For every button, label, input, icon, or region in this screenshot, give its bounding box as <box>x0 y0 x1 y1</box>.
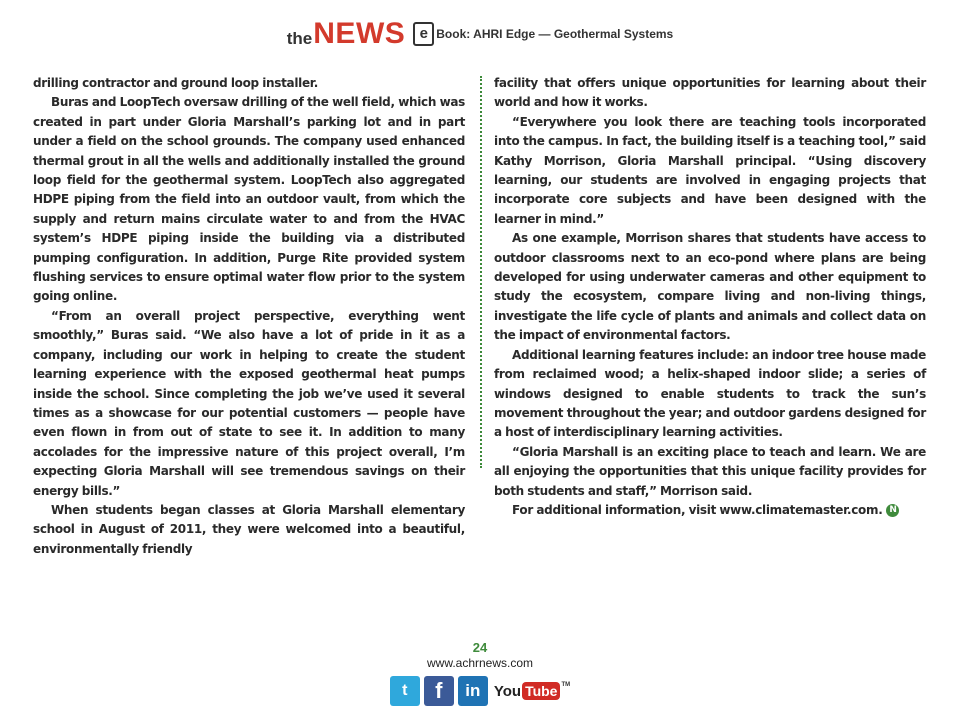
page-footer <box>0 640 960 706</box>
facebook-icon[interactable]: f <box>424 676 454 706</box>
column-divider <box>480 76 482 468</box>
page-number: 24 <box>472 640 488 655</box>
paragraph: As one example, Morrison shares that students have access to outdoor classrooms next to an eco-pond where plans are being developed for using underwater cameras and other equipment to study the ecosystem, compare living and non-living things, investigate the life cycle of plants and animals and collect data on the impact of environmental factors. <box>494 231 926 343</box>
youtube-tm-text: TM <box>561 682 571 688</box>
right-column <box>494 74 926 520</box>
paragraph-last <box>494 501 926 520</box>
youtube-tube-text: Tube <box>522 682 560 700</box>
ebook-title: Book: AHRI Edge — Geothermal Systems <box>436 27 674 41</box>
news-end-mark-icon: N <box>886 504 899 517</box>
youtube-you-text: You <box>493 682 522 700</box>
paragraph: facility that offers unique opportunities for learning about their world and how it works. <box>494 76 926 110</box>
paragraph: “Gloria Marshall is an exciting place to teach and learn. We are all enjoying the opportunities that this unique facility provides for both students and staff,” Morrison said. <box>494 444 926 498</box>
logo-news-text: NEWS <box>313 17 406 50</box>
logo-the-text: the <box>286 29 313 48</box>
youtube-icon[interactable] <box>494 682 570 700</box>
ebook-icon: e <box>413 22 434 46</box>
site-url-link[interactable]: www.achrnews.com <box>426 656 534 670</box>
paragraph: “From an overall project perspective, everything went smoothly,” Buras said. “We also have a lot of pride in it as a company, including our work in helping to create the student learning experience with the exposed geothermal heat pumps inside the school. Since completing the job we’ve used it several times as a showcase for our potential customers — people have even flown in from out of state to see it. In addition to many accolades for the impressive nature of this project overall, I’m expecting Gloria Marshall will see tremendous savings on their energy bills.” <box>33 308 465 498</box>
news-logo[interactable] <box>287 19 406 49</box>
linkedin-icon[interactable]: in <box>458 676 488 706</box>
paragraph: “Everywhere you look there are teaching tools incorporated into the campus. In fact, the building itself is a teaching tool,” said Kathy Morrison, Gloria Marshall principal. “Using discovery learning, our students are involved in engaging projects that incorporate core subjects and have been designed with the learner in mind.” <box>494 114 926 226</box>
paragraph: Additional learning features include: an indoor tree house made from reclaimed wood; a helix-shaped indoor slide; a series of windows designed to enable students to track the sun’s movement throughout the year; and outdoor gardens designed for a host of interdisciplinary learning activities. <box>494 347 926 440</box>
paragraph: drilling contractor and ground loop installer. <box>33 76 318 90</box>
paragraph: Buras and LoopTech oversaw drilling of the well field, which was created in part under Gloria Marshall’s parking lot and in part under a field on the school grounds. The company used enhanced thermal grout in all the wells and additionally installed the ground loop field for the geothermal system. LoopTech also aggregated HDPE piping from the field into an outdoor vault, from which the supply and return mains circulate water to and from the HVAC system’s HDPE piping inside the building via a distributed pumping configuration. In addition, Purge Rite provided system flushing services to ensure optimal water flow prior to the system going online. <box>33 95 465 304</box>
closing-line: For additional information, visit www.climatemaster.com. <box>512 502 883 517</box>
paragraph: When students began classes at Gloria Marshall elementary school in August of 2011, they were welcomed into a beautiful, environmentally friendly <box>33 502 465 556</box>
social-links <box>0 676 960 706</box>
twitter-icon[interactable]: t <box>390 676 420 706</box>
left-column <box>33 74 465 559</box>
page-header <box>0 14 960 54</box>
